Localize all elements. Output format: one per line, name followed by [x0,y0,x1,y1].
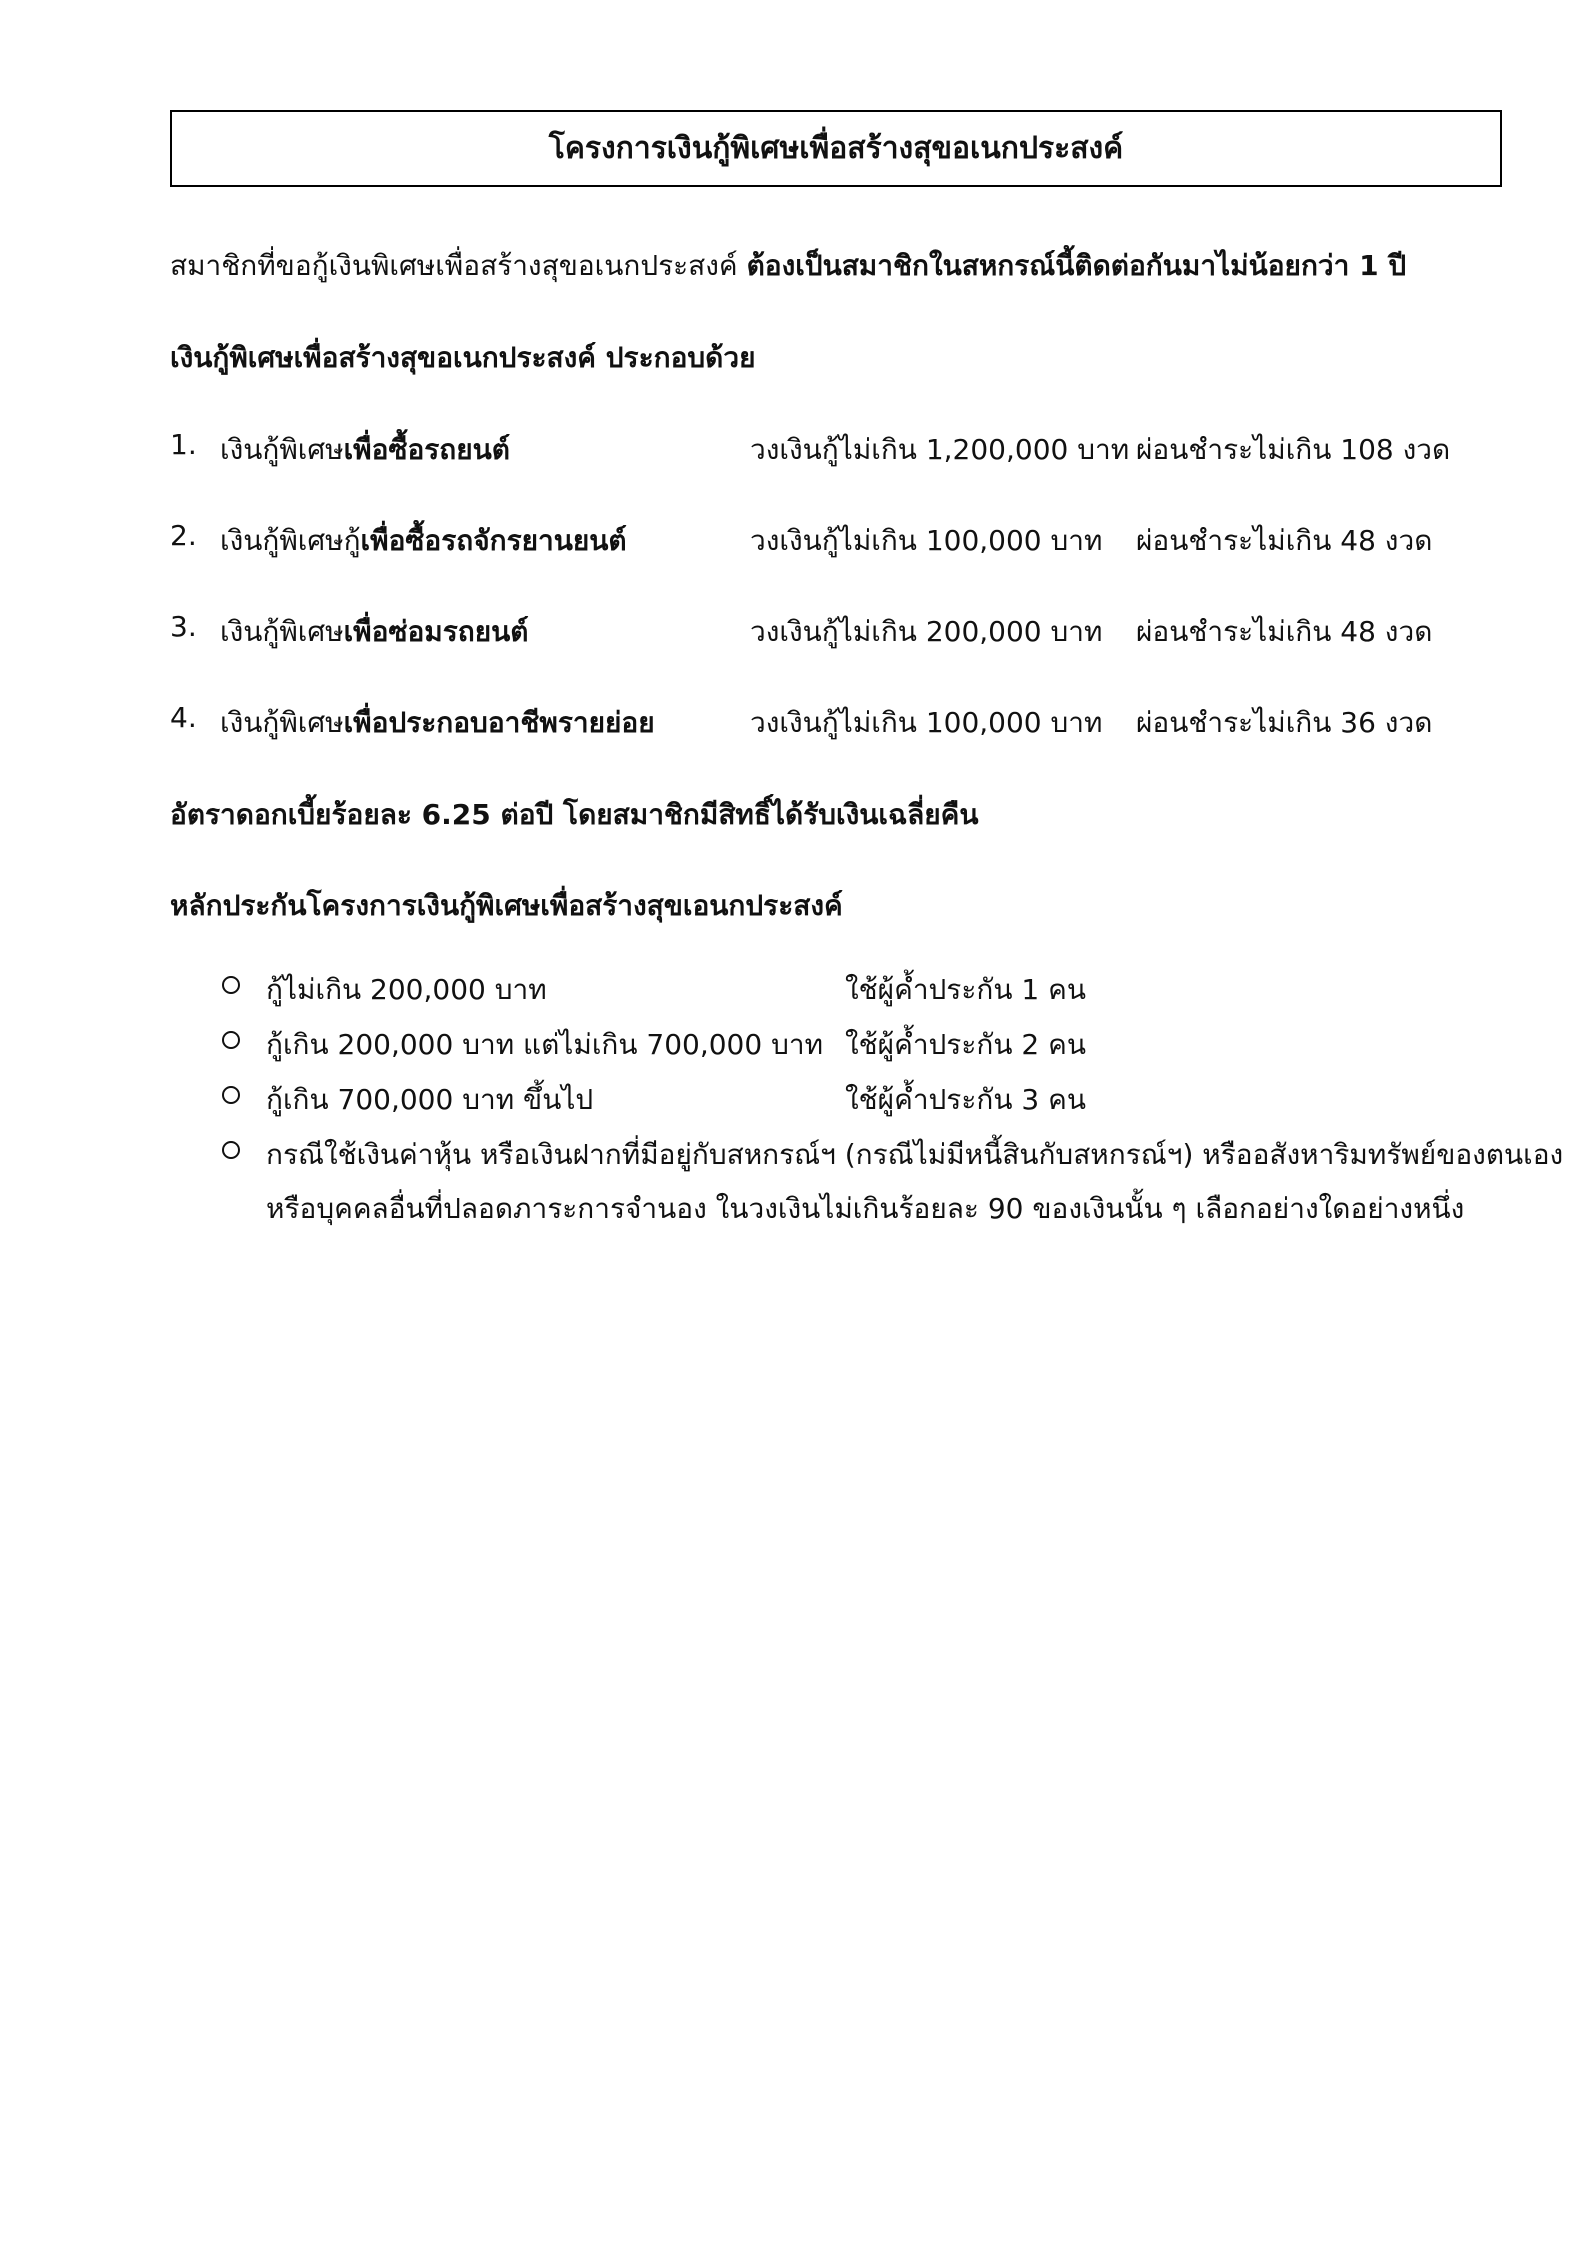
collateral-guarantor: ใช้ผู้ค้ำประกัน 2 คน [845,1028,1086,1061]
loan-name-bold: เพื่อซื้อรถจักรยานยนต์ [360,524,627,557]
loan-limit: วงเงินกู้ไม่เกิน 200,000 บาท [750,615,1103,648]
document-title: โครงการเงินกู้พิเศษเพื่อสร้างสุขอเนกประสงค์ [548,131,1124,166]
composed-heading: เงินกู้พิเศษเพื่อสร้างสุขอเนกประสงค์ ประกอบด้วย [170,341,756,374]
loan-name-prefix: เงินกู้พิเศษ [220,433,344,466]
collateral-guarantor: ใช้ผู้ค้ำประกัน 3 คน [845,1083,1086,1116]
loan-name [220,519,627,563]
interest-rate-statement: อัตราดอกเบี้ยร้อยละ 6.25 ต่อปี โดยสมาชิกมีสิทธิ์ได้รับเงินเฉลี่ยคืน [170,798,979,831]
loan-name [220,701,655,745]
loan-term: ผ่อนชำระไม่เกิน 36 งวด [1136,706,1433,739]
document-title-box [170,110,1502,187]
loan-number: 2. [170,519,197,552]
loan-item [170,701,1470,741]
intro-paragraph [170,244,1406,288]
loan-name-bold: เพื่อซื้อรถยนต์ [343,433,510,466]
loan-limit: วงเงินกู้ไม่เกิน 100,000 บาท [750,706,1103,739]
loan-limit: วงเงินกู้ไม่เกิน 1,200,000 บาท [750,433,1130,466]
bullet-circle-icon [222,1031,240,1049]
loan-name-prefix: เงินกู้พิเศษ [220,706,344,739]
loan-number: 1. [170,428,197,461]
loan-number: 4. [170,701,197,734]
collateral-heading: หลักประกันโครงการเงินกู้พิเศษเพื่อสร้างสุขเอนกประสงค์ [170,889,843,922]
collateral-other-line1: กรณีใช้เงินค่าหุ้น หรือเงินฝากที่มีอยู่กับสหกรณ์ฯ (กรณีไม่มีหนี้สินกับสหกรณ์ฯ) หรืออสังหาริมทรัพย์ของตนเอง [266,1138,1564,1171]
loan-term: ผ่อนชำระไม่เกิน 108 งวด [1136,433,1451,466]
loan-name-prefix: เงินกู้พิเศษ [220,615,344,648]
bullet-circle-icon [222,1086,240,1104]
intro-text: สมาชิกที่ขอกู้เงินพิเศษเพื่อสร้างสุขอเนกประสงค์ [170,249,747,282]
collateral-amount: กู้เกิน 200,000 บาท แต่ไม่เกิน 700,000 บาท [266,1028,824,1061]
collateral-guarantor: ใช้ผู้ค้ำประกัน 1 คน [845,973,1086,1006]
loan-name-bold: เพื่อซ่อมรถยนต์ [343,615,529,648]
loan-number: 3. [170,610,197,643]
bullet-circle-icon [222,976,240,994]
intro-requirement: ต้องเป็นสมาชิกในสหกรณ์นี้ติดต่อกันมาไม่น้อยกว่า 1 ปี [746,249,1407,282]
loan-name-prefix: เงินกู้พิเศษกู้ [220,524,361,557]
loan-term: ผ่อนชำระไม่เกิน 48 งวด [1136,524,1433,557]
collateral-amount: กู้ไม่เกิน 200,000 บาท [266,973,547,1006]
bullet-circle-icon [222,1141,240,1159]
loan-item [170,610,1470,650]
loan-name-bold: เพื่อประกอบอาชีพรายย่อย [343,706,655,739]
loan-name [220,610,528,654]
loan-limit: วงเงินกู้ไม่เกิน 100,000 บาท [750,524,1103,557]
collateral-amount: กู้เกิน 700,000 บาท ขึ้นไป [266,1083,594,1116]
loan-term: ผ่อนชำระไม่เกิน 48 งวด [1136,615,1433,648]
loan-item [170,519,1470,559]
collateral-other-line2: หรือบุคคลอื่นที่ปลอดภาระการจำนอง ในวงเงินไม่เกินร้อยละ 90 ของเงินนั้น ๆ เลือกอย่างใดอย่างหนึ่ง [266,1192,1465,1225]
loan-item [170,428,1470,468]
loan-name [220,428,510,472]
